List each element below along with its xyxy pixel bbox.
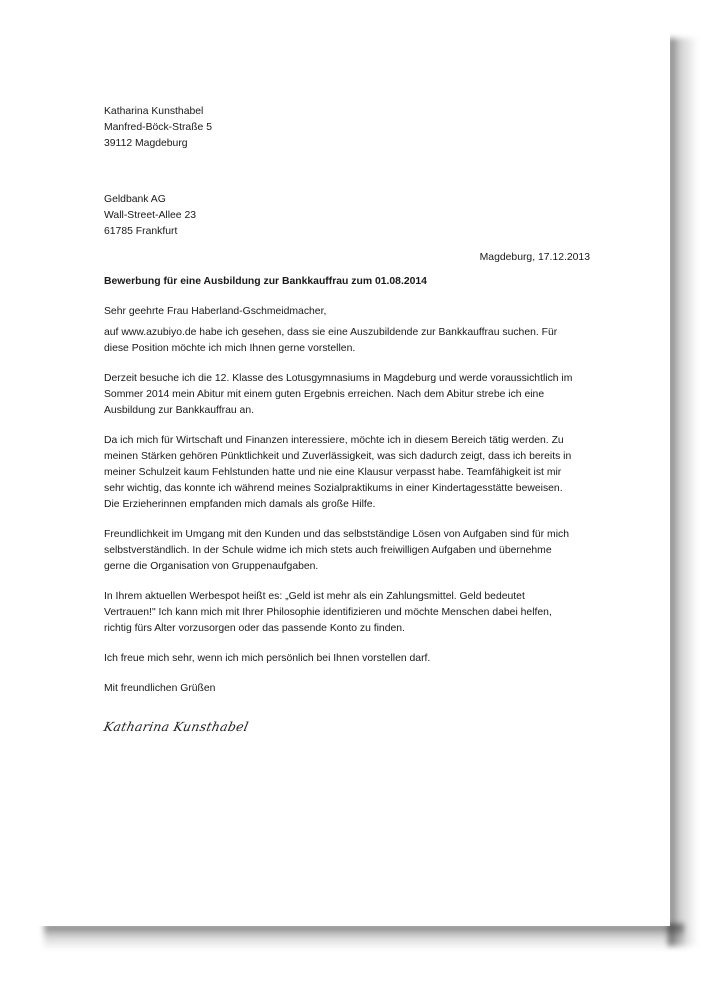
paragraph-line: auf www.azubiyo.de habe ich gesehen, dass sie eine Auszubildende zur Bankkauffrau suchen. Für (104, 327, 558, 338)
paragraph-3 (104, 433, 590, 513)
paragraph-5 (104, 589, 590, 637)
paragraph-line: Derzeit besuche ich die 12. Klasse des Lotusgymnasiums in Magdeburg und werde voraussichtlich im (104, 373, 573, 384)
recipient-company: Geldbank AG (104, 194, 166, 205)
address-spacer (104, 152, 590, 192)
closing-phrase: Mit freundlichen Grüßen (104, 683, 216, 694)
page-shadow-right (668, 38, 698, 946)
paragraph-line: sehr wichtig, das konnte ich während meines Sozialpraktikums in einer Kindertagesstätte beweisen. (104, 483, 563, 494)
paragraph-line: meinen Stärken gehören Pünktlichkeit und Zuverlässigkeit, was sich dadurch zeigt, dass ich bereits in (104, 451, 572, 462)
paragraph-line: diese Position möchte ich mich Ihnen gerne vorstellen. (104, 343, 356, 354)
paragraph-1 (104, 325, 590, 357)
paragraph-line: Ausbildung zur Bankkauffrau an. (104, 405, 254, 416)
paragraph-line: Ich freue mich sehr, wenn ich mich persönlich bei Ihnen vorstellen darf. (104, 653, 431, 664)
paragraph-line: meiner Schulzeit kaum Fehlstunden hatte und nie eine Klausur verpasst habe. Teamfähigkeit ist mir (104, 467, 562, 478)
recipient-address (104, 192, 590, 240)
paragraph-line: Vertrauen!" Ich kann mich mit Ihrer Philosophie identifizieren und möchte Menschen dabei helfen, (104, 607, 552, 618)
paragraph-4 (104, 527, 590, 575)
paragraph-line: In Ihrem aktuellen Werbespot heißt es: „Geld ist mehr als ein Zahlungsmittel. Geld bedeutet (104, 591, 525, 602)
paragraph-line: Da ich mich für Wirtschaft und Finanzen interessiere, möchte ich in diesem Bereich tätig werden. Zu (104, 435, 564, 446)
paragraph-line: Sommer 2014 mein Abitur mit einem guten Ergebnis erreichen. Nach dem Abitur strebe ich eine (104, 389, 545, 400)
recipient-street: Wall-Street-Allee 23 (104, 210, 197, 221)
paragraph-line: gerne die Organisation von Gruppenaufgaben. (104, 561, 319, 572)
letter-body (104, 104, 590, 735)
paragraph-line: Freundlichkeit im Umgang mit den Kunden und das selbstständige Lösen von Aufgaben sind für mich (104, 529, 569, 540)
paragraph-6 (104, 651, 590, 667)
paragraph-line: richtig fürs Alter vorzusorgen oder das passende Konto zu finden. (104, 623, 405, 634)
sender-address (104, 104, 590, 152)
salutation: Sehr geehrte Frau Haberland-Gschmeidmacher, (104, 306, 327, 317)
sender-city: 39112 Magdeburg (104, 138, 188, 149)
sender-street: Manfred-Böck-Straße 5 (104, 122, 212, 133)
paragraph-2 (104, 371, 590, 419)
handwritten-signature: Katharina Kunsthabel (102, 719, 250, 734)
recipient-city: 61785 Frankfurt (104, 226, 178, 237)
place-date: Magdeburg, 17.12.2013 (479, 252, 590, 263)
sender-name: Katharina Kunsthabel (104, 106, 204, 117)
letter-page (20, 18, 670, 926)
paragraph-line: Die Erzieherinnen empfanden mich damals als große Hilfe. (104, 499, 376, 510)
paragraph-line: selbstverständlich. In der Schule widme ich mich stets auch freiwilligen Aufgaben und übernehme (104, 545, 552, 556)
subject-line: Bewerbung für eine Ausbildung zur Bankkauffrau zum 01.08.2014 (104, 276, 427, 287)
page-shadow-bottom (44, 924, 684, 950)
